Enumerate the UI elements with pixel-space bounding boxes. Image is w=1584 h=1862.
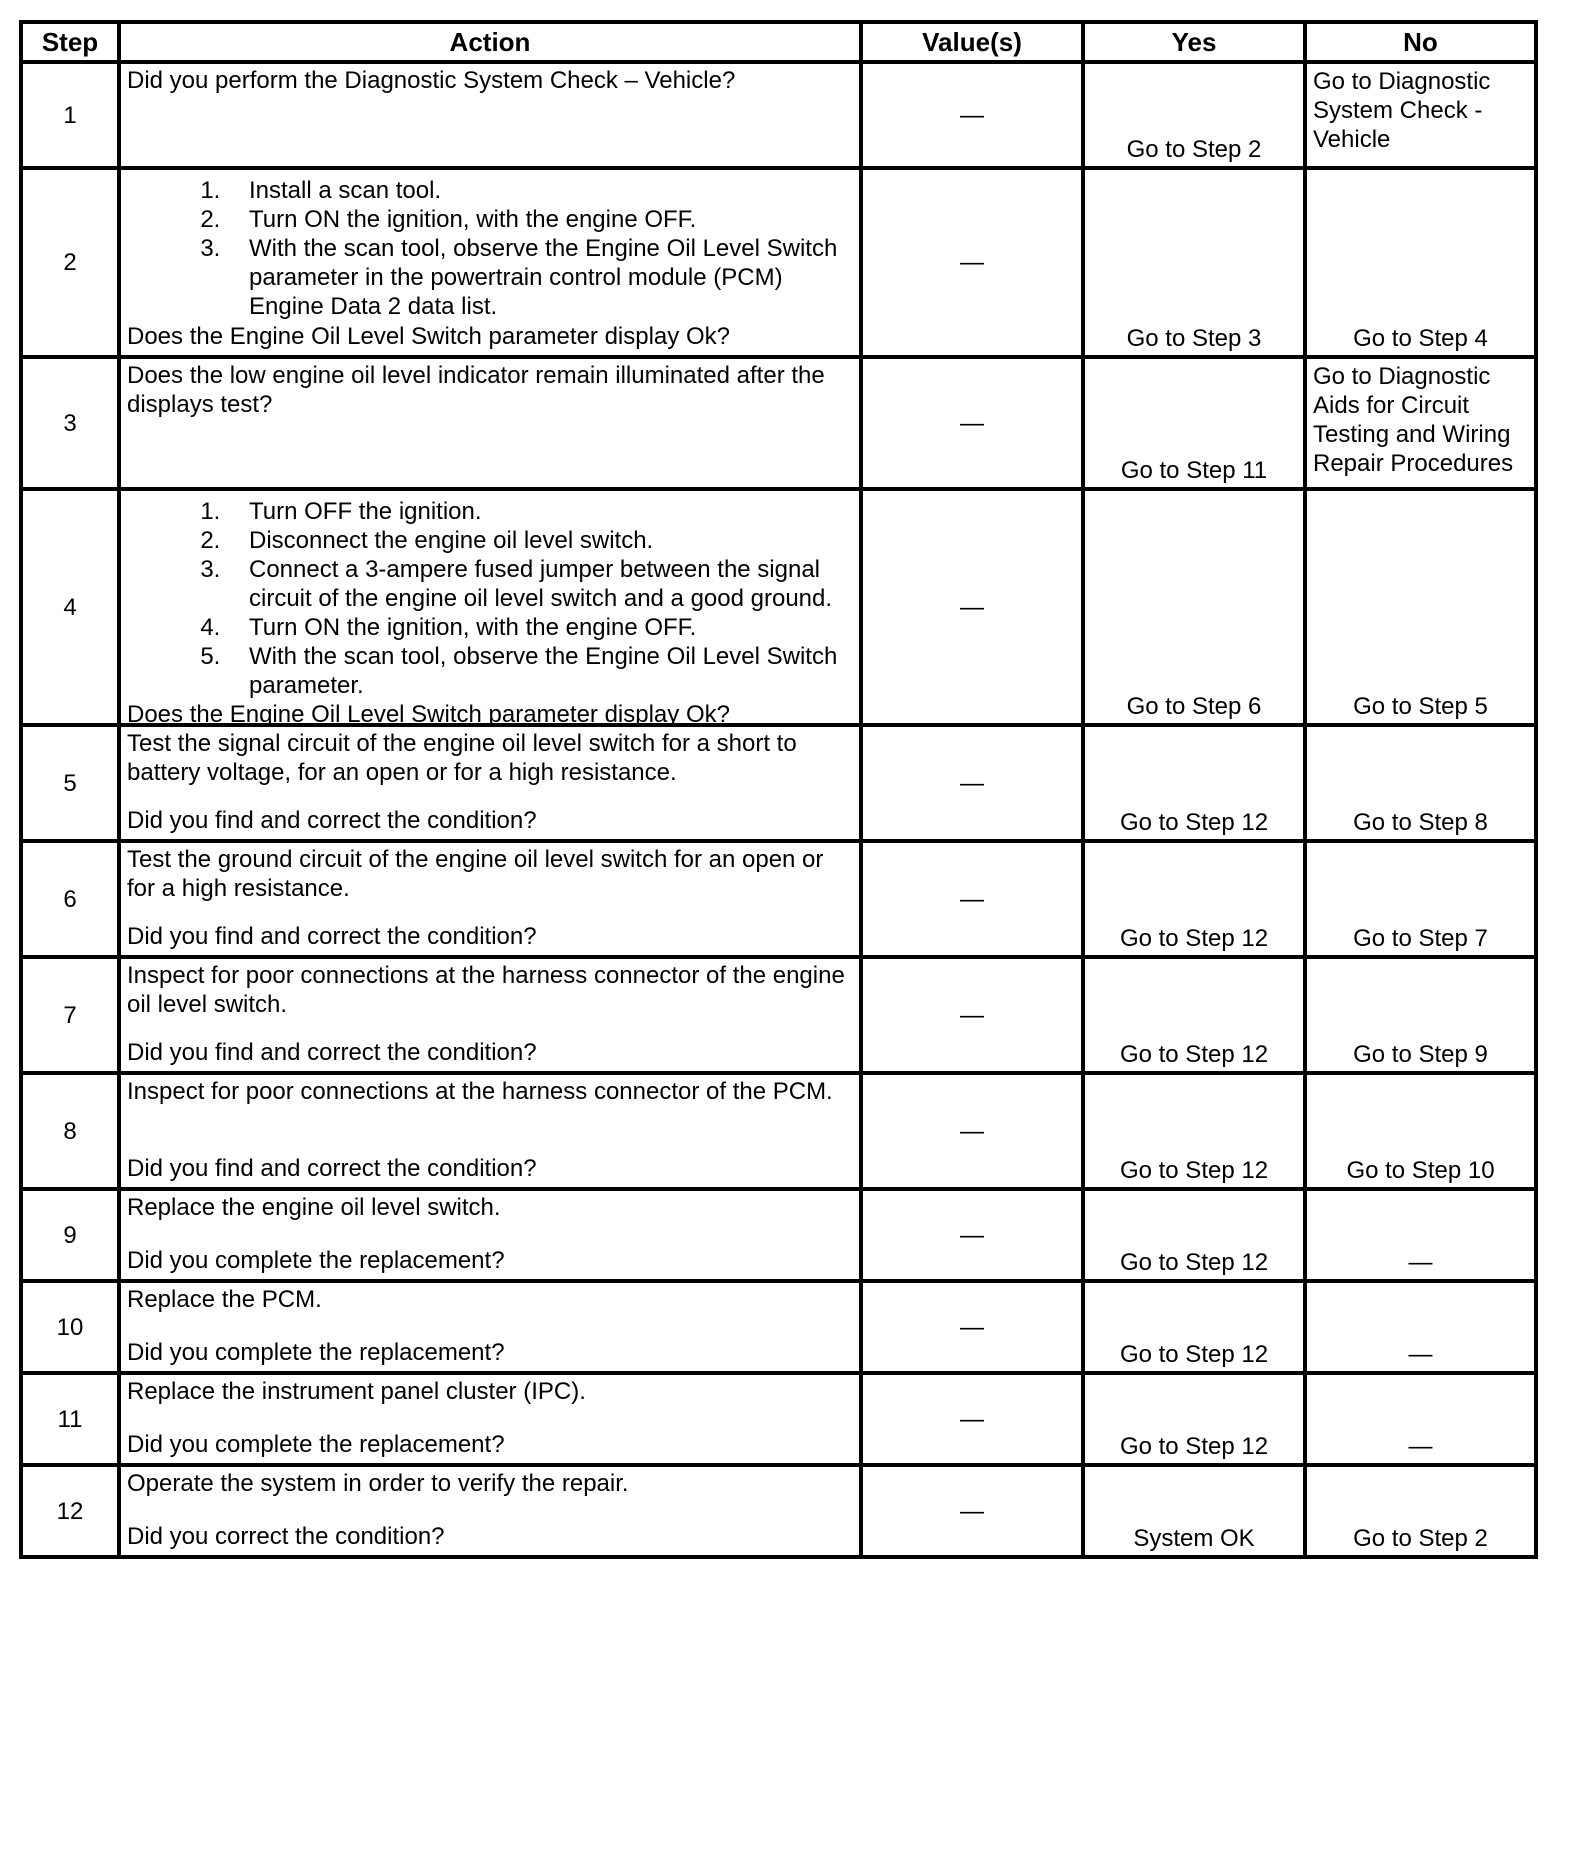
yes-goto: Go to Step 3 — [1126, 325, 1262, 352]
table-row — [21, 168, 1536, 357]
action-text: Inspect for poor connections at the harness connector of the PCM. — [127, 1078, 833, 1105]
step-number: 9 — [21, 1189, 119, 1281]
yes-cell — [1083, 1189, 1305, 1281]
action-step-item: 4. Turn ON the ignition, with the engine OFF. — [227, 613, 855, 642]
action-question: Did you find and correct the condition? — [127, 807, 537, 834]
action-question: Did you find and correct the condition? — [127, 1155, 537, 1182]
table-row — [21, 1189, 1536, 1281]
step-number: 10 — [21, 1281, 119, 1373]
step-number: 5 — [21, 725, 119, 841]
yes-goto: Go to Step 12 — [1119, 1041, 1269, 1068]
action-cell — [119, 957, 861, 1073]
no-goto: Go to Step 9 — [1353, 1041, 1488, 1068]
value-cell: — — [861, 841, 1083, 957]
value-cell: — — [861, 1073, 1083, 1189]
action-step-item: 3. Connect a 3-ampere fused jumper between the signal circuit of the engine oil level switch and a good ground. — [227, 555, 855, 613]
step-number: 7 — [21, 957, 119, 1073]
action-question: Did you find and correct the condition? — [127, 1039, 537, 1066]
yes-cell — [1083, 957, 1305, 1073]
table-row — [21, 489, 1536, 725]
header-row — [21, 22, 1536, 62]
header-step: Step — [21, 22, 119, 62]
action-step-item: 1. Turn OFF the ignition. — [227, 497, 855, 526]
step-number: 4 — [21, 489, 119, 725]
yes-cell — [1083, 1281, 1305, 1373]
yes-goto: Go to Step 12 — [1119, 1341, 1269, 1368]
action-cell — [119, 841, 861, 957]
action-cell — [119, 1465, 861, 1557]
action-cell — [119, 489, 861, 728]
no-cell — [1305, 1073, 1536, 1189]
no-goto: — — [1408, 1249, 1433, 1276]
action-question: Does the Engine Oil Level Switch parameter display Ok? — [127, 701, 730, 728]
no-goto: Go to Diagnostic Aids for Circuit Testing and Wiring Repair Procedures — [1313, 363, 1514, 477]
action-text: Replace the PCM. — [127, 1286, 322, 1313]
yes-cell — [1083, 489, 1305, 725]
yes-cell — [1083, 357, 1305, 489]
action-cell — [119, 1073, 861, 1189]
action-cell — [119, 725, 861, 841]
yes-goto: Go to Step 2 — [1126, 136, 1262, 163]
yes-goto: Go to Step 11 — [1120, 457, 1268, 484]
no-cell — [1305, 357, 1536, 489]
no-goto: Go to Step 4 — [1353, 325, 1488, 352]
value-cell: — — [861, 357, 1083, 489]
yes-cell — [1083, 1073, 1305, 1189]
value-cell: — — [861, 1189, 1083, 1281]
table-row — [21, 725, 1536, 841]
action-step-item: 1. Install a scan tool. — [227, 176, 855, 205]
no-cell — [1305, 1465, 1536, 1557]
no-cell — [1305, 1189, 1536, 1281]
action-question: Did you complete the replacement? — [127, 1431, 505, 1458]
no-goto: Go to Step 7 — [1353, 925, 1488, 952]
yes-goto: Go to Step 6 — [1126, 693, 1262, 720]
table-row — [21, 1073, 1536, 1189]
action-cell — [119, 168, 861, 357]
action-step-item: 2. Turn ON the ignition, with the engine OFF. — [227, 205, 855, 234]
step-number: 8 — [21, 1073, 119, 1189]
value-cell: — — [861, 62, 1083, 168]
table-row — [21, 1373, 1536, 1465]
no-cell — [1305, 489, 1536, 725]
no-cell — [1305, 725, 1536, 841]
action-step-list — [127, 176, 855, 321]
action-question: Did you find and correct the condition? — [127, 923, 537, 950]
action-cell — [119, 357, 861, 489]
yes-cell — [1083, 62, 1305, 168]
action-text: Operate the system in order to verify the repair. — [127, 1470, 629, 1497]
action-question: Does the Engine Oil Level Switch parameter display Ok? — [127, 323, 730, 350]
action-step-item: 3. With the scan tool, observe the Engine Oil Level Switch parameter in the powertrain control module (PCM) Engine Data 2 data list. — [227, 234, 855, 321]
no-cell — [1305, 1373, 1536, 1465]
yes-cell — [1083, 1465, 1305, 1557]
header-yes: Yes — [1083, 22, 1305, 62]
action-question: Did you complete the replacement? — [127, 1339, 505, 1366]
yes-cell — [1083, 841, 1305, 957]
action-text: Replace the instrument panel cluster (IPC). — [127, 1378, 586, 1405]
header-values: Value(s) — [861, 22, 1083, 62]
action-text: Inspect for poor connections at the harness connector of the engine oil level switch. — [127, 962, 845, 1018]
yes-cell — [1083, 725, 1305, 841]
table-row — [21, 957, 1536, 1073]
action-cell — [119, 1189, 861, 1281]
step-number: 12 — [21, 1465, 119, 1557]
no-goto: Go to Step 5 — [1353, 693, 1488, 720]
step-number: 3 — [21, 357, 119, 489]
no-goto: Go to Step 8 — [1353, 809, 1488, 836]
value-cell: — — [861, 168, 1083, 357]
value-cell: — — [861, 957, 1083, 1073]
diagnostic-table — [19, 20, 1538, 1559]
step-number: 6 — [21, 841, 119, 957]
no-cell — [1305, 62, 1536, 168]
step-number: 1 — [21, 62, 119, 168]
action-text: Did you perform the Diagnostic System Check – Vehicle? — [127, 67, 736, 94]
yes-goto: Go to Step 12 — [1119, 1157, 1269, 1184]
action-text: Does the low engine oil level indicator remain illuminated after the displays test? — [127, 362, 825, 418]
value-cell: — — [861, 1373, 1083, 1465]
table-row — [21, 62, 1536, 168]
action-text: Test the signal circuit of the engine oil level switch for a short to battery voltage, for an open or for a high resistance. — [127, 730, 797, 786]
header-no: No — [1305, 22, 1536, 62]
table-row — [21, 357, 1536, 489]
action-question: Did you correct the condition? — [127, 1523, 445, 1550]
no-cell — [1305, 168, 1536, 357]
table-row — [21, 1281, 1536, 1373]
action-step-list — [127, 497, 855, 700]
value-cell: — — [861, 1465, 1083, 1557]
yes-cell — [1083, 168, 1305, 357]
table-row — [21, 841, 1536, 957]
no-goto: Go to Step 10 — [1346, 1157, 1495, 1184]
action-text: Replace the engine oil level switch. — [127, 1194, 501, 1221]
value-cell: — — [861, 489, 1083, 725]
step-number: 2 — [21, 168, 119, 357]
action-step-item: 2. Disconnect the engine oil level switch. — [227, 526, 855, 555]
yes-goto: Go to Step 12 — [1119, 1249, 1269, 1276]
table-body — [21, 62, 1536, 1557]
header-action: Action — [119, 22, 861, 62]
action-cell — [119, 1373, 861, 1465]
action-cell — [119, 62, 861, 168]
yes-goto: System OK — [1133, 1525, 1255, 1552]
yes-goto: Go to Step 12 — [1119, 809, 1269, 836]
value-cell: — — [861, 725, 1083, 841]
no-goto: — — [1408, 1433, 1433, 1460]
no-goto: — — [1408, 1341, 1433, 1368]
action-step-item: 5. With the scan tool, observe the Engine Oil Level Switch parameter. — [227, 642, 855, 700]
action-cell — [119, 1281, 861, 1373]
no-cell — [1305, 1281, 1536, 1373]
no-cell — [1305, 841, 1536, 957]
yes-cell — [1083, 1373, 1305, 1465]
action-question: Did you complete the replacement? — [127, 1247, 505, 1274]
no-goto: Go to Diagnostic System Check - Vehicle — [1313, 68, 1491, 153]
yes-goto: Go to Step 12 — [1119, 925, 1269, 952]
table-row — [21, 1465, 1536, 1557]
no-goto: Go to Step 2 — [1353, 1525, 1488, 1552]
action-text: Test the ground circuit of the engine oil level switch for an open or for a high resistance. — [127, 846, 824, 902]
value-cell: — — [861, 1281, 1083, 1373]
yes-goto: Go to Step 12 — [1119, 1433, 1269, 1460]
no-cell — [1305, 957, 1536, 1073]
step-number: 11 — [21, 1373, 119, 1465]
